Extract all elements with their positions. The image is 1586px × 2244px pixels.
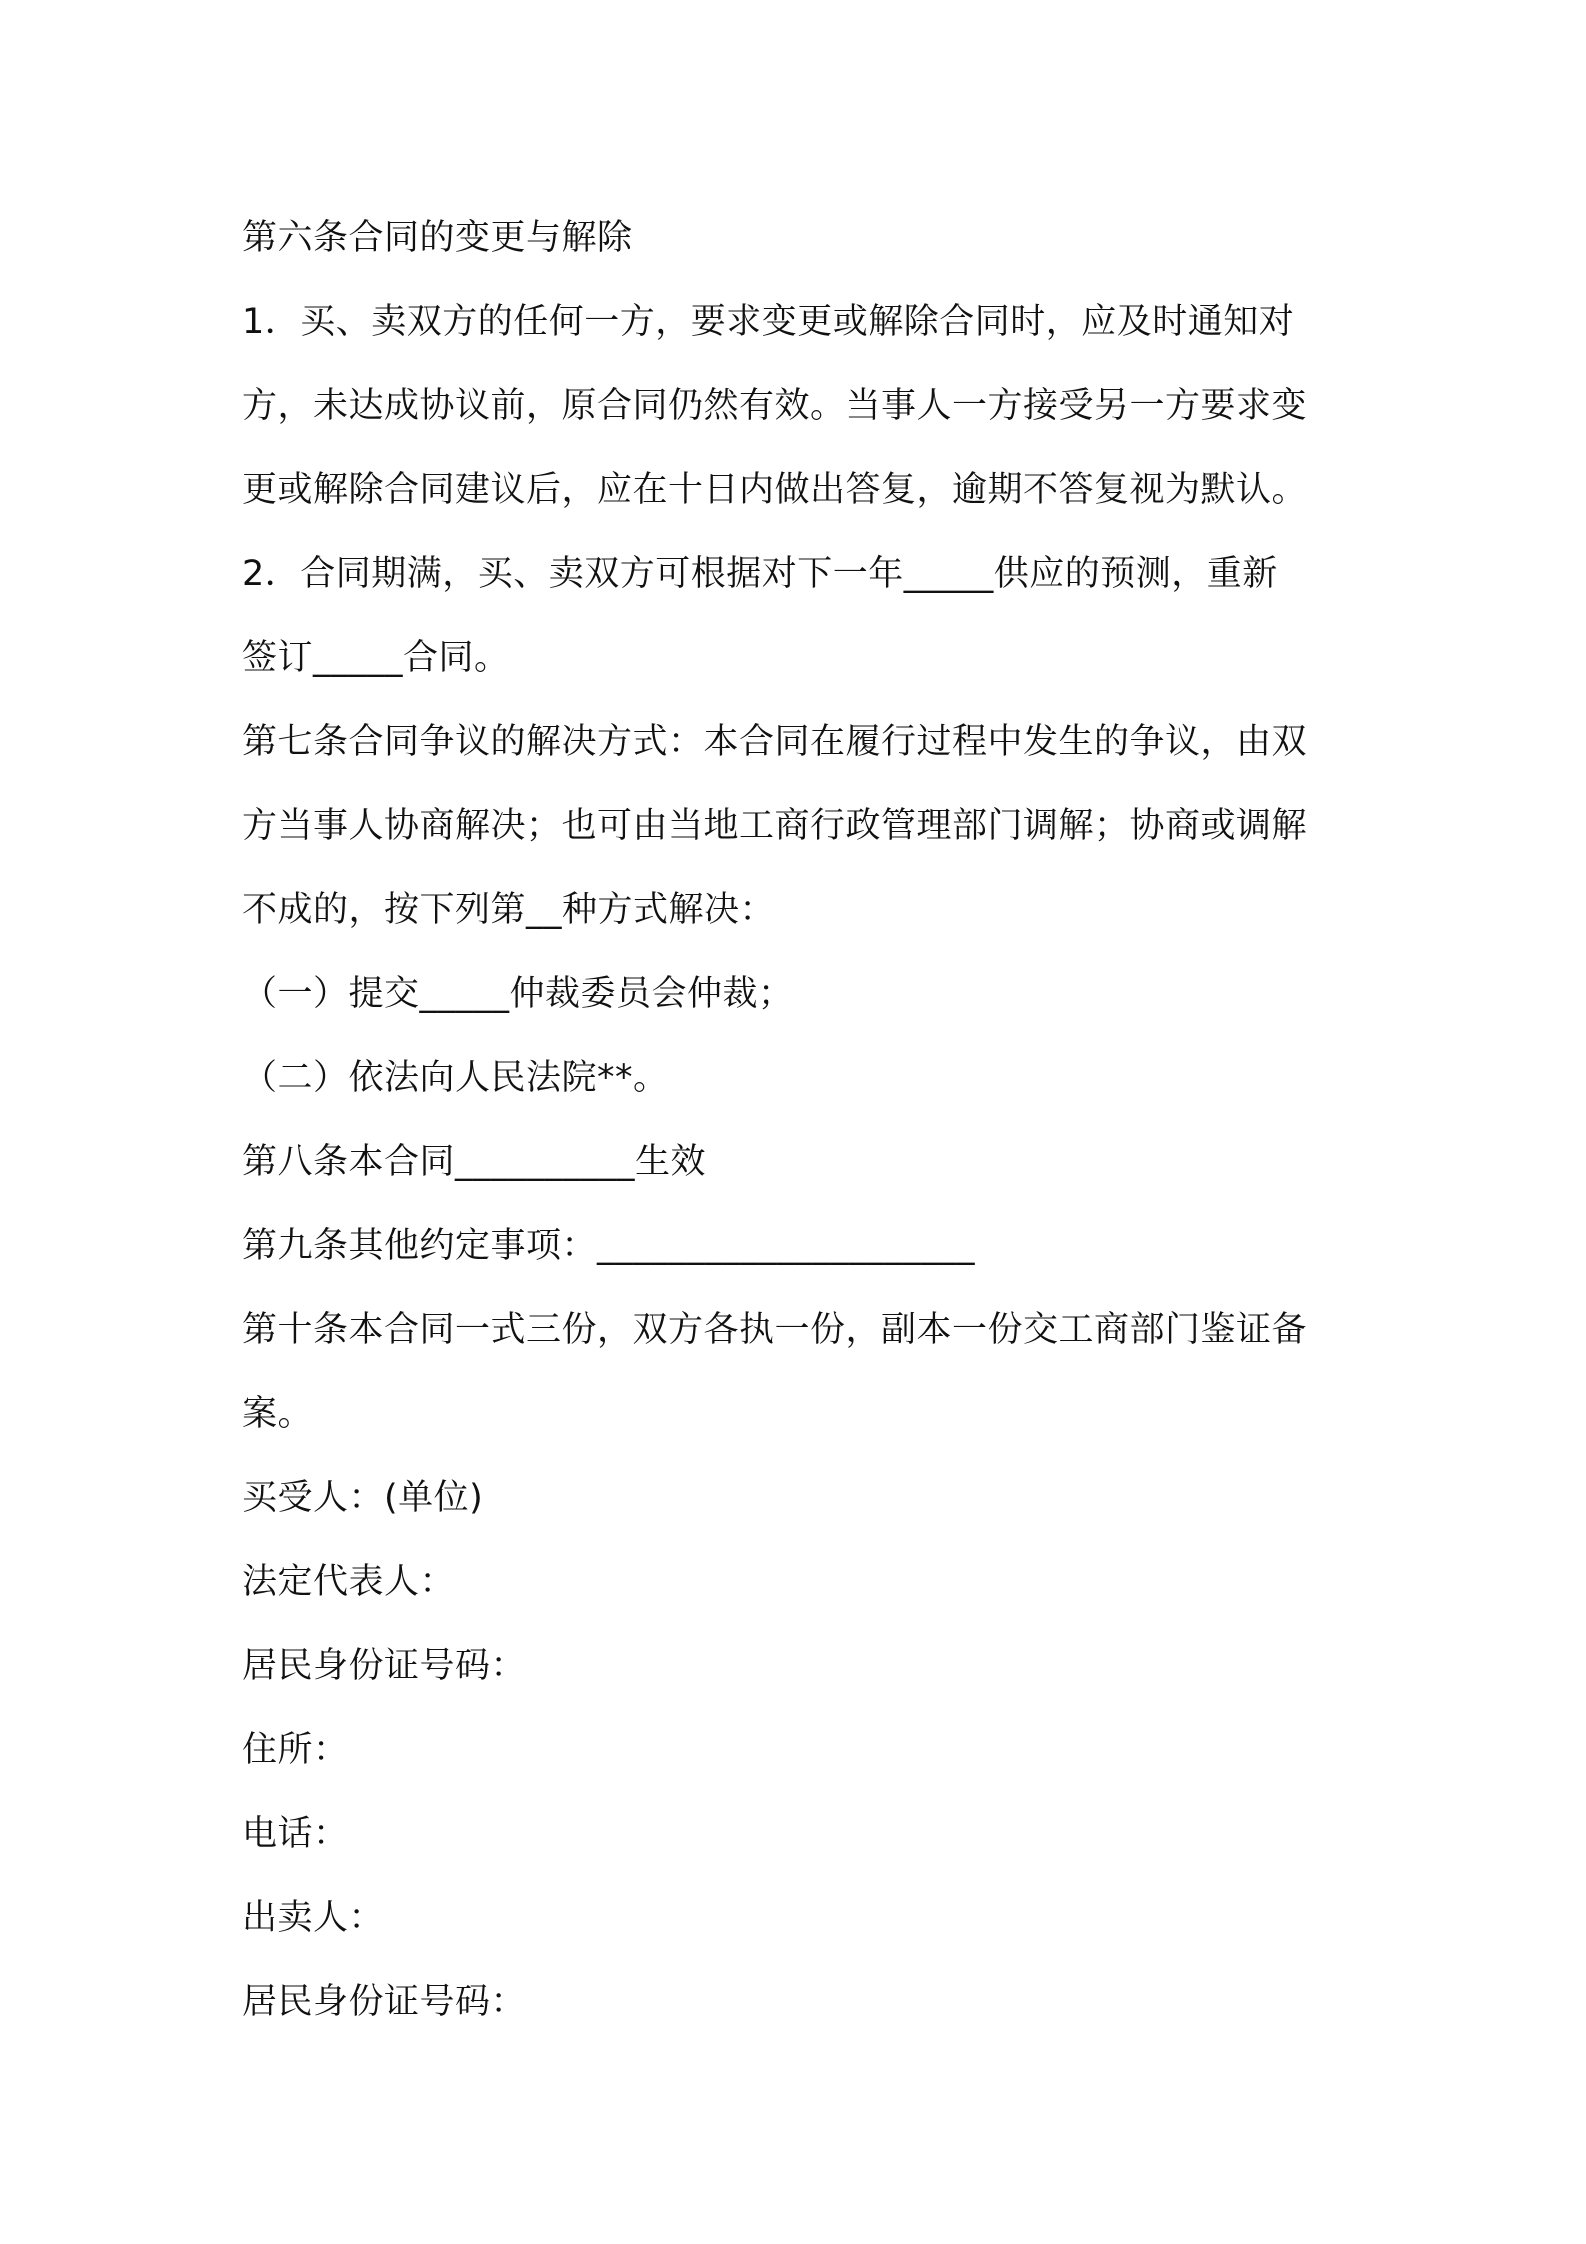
article-7-line-2: 方当事人协商解决；也可由当地工商行政管理部门调解；协商或调解 [242,806,1308,846]
address-label: 住所： [242,1730,349,1770]
buyer-label: 买受人：(单位) [242,1478,484,1518]
article-7-line-3: 不成的，按下列第__种方式解决： [242,890,776,930]
article-7-option-1: （一）提交_____仲裁委员会仲裁； [242,974,794,1014]
seller-label: 出卖人： [242,1898,385,1938]
buyer-id-number-label: 居民身份证号码： [242,1646,527,1686]
article-9: 第九条其他约定事项：_____________________ [242,1226,976,1266]
legal-representative-label: 法定代表人： [242,1562,456,1602]
article-7-line-1: 第七条合同争议的解决方式：本合同在履行过程中发生的争议，由双 [242,722,1308,762]
article-6-heading: 第六条合同的变更与解除 [242,218,633,258]
article-6-clause-1-line-3: 更或解除合同建议后，应在十日内做出答复，逾期不答复视为默认。 [242,470,1308,510]
article-6-clause-1-line-2: 方，未达成协议前，原合同仍然有效。当事人一方接受另一方要求变 [242,386,1308,426]
seller-id-number-label: 居民身份证号码： [242,1982,527,2022]
article-7-option-2: （二）依法向人民法院**。 [242,1058,669,1098]
article-6-clause-1-line-1: 1．买、卖双方的任何一方，要求变更或解除合同时，应及时通知对 [242,302,1295,342]
contract-page [242,196,1352,2044]
article-6-clause-2-line-2: 签订_____合同。 [242,638,510,678]
article-10-line-1: 第十条本合同一式三份，双方各执一份，副本一份交工商部门鉴证备 [242,1310,1308,1350]
phone-label: 电话： [242,1814,349,1854]
article-8: 第八条本合同__________生效 [242,1142,707,1182]
article-6-clause-2-line-1: 2．合同期满，买、卖双方可根据对下一年_____供应的预测，重新 [242,554,1278,594]
article-10-line-2: 案。 [242,1394,314,1434]
